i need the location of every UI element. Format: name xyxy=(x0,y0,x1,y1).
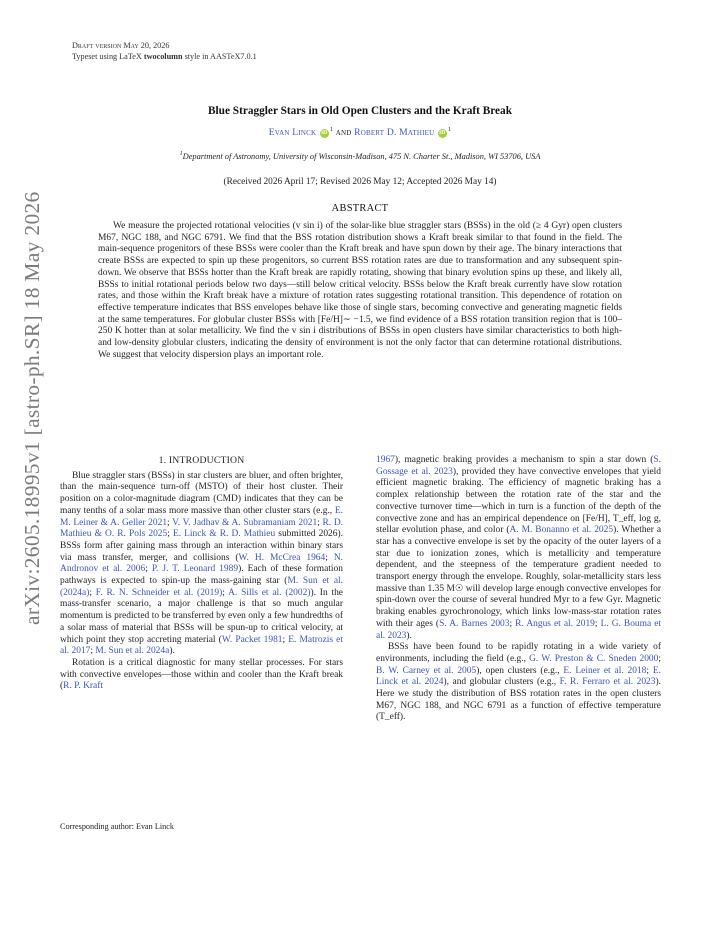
orcid-icon[interactable]: iD xyxy=(321,130,328,136)
citation-link[interactable]: B. W. Carney et al. 2005 xyxy=(376,665,477,676)
paper-title: Blue Straggler Stars in Old Open Clusters and the Kraft Break xyxy=(208,105,512,117)
abstract-heading: ABSTRACT xyxy=(331,203,389,214)
citation-link[interactable]: P. J. T. Leonard 1989 xyxy=(151,564,239,575)
citation-link[interactable]: N. Andronov et al. 2006 xyxy=(60,552,344,575)
corresponding-author-footnote: Corresponding author: Evan Linck xyxy=(60,822,174,831)
citation-link[interactable]: M. Sun et al. (2024a) xyxy=(60,576,344,598)
paragraph: Blue straggler stars (BSSs) in star clusters are bluer, and often brighter, than the main-sequence turn-off (MSTO) of their host cluster. Their position on a color-magnitude diagram (CMD) indicates that they can be many tenths of a solar mass more massive than other cluster stars (e.g., E. M. Leiner & A. Geller 2021; V. V. Jadhav & A. Subramaniam 2021; R. D. Mathieu & O. R. Pols 2025; E. Linck & R. D. Mathieu submitted 2026). BSSs form after gaining mass through an interaction within binary stars via mass transfer, merger, and collisions (W. H. McCrea 1964; N. Andronov et al. 2006; P. J. T. Leonard 1989). Each of these formation pathways is expected to spin-up the mass-gaining star (M. Sun et al. (2024a); F. R. N. Schneider et al. (2019); A. Sills et al. (2002)). In the mass-transfer scenario, a major challenge is that so much angular momentum is predicted to be transferred by even only a few hundredths of a solar mass of material that BSSs will be spun-up to critical velocity, at which point they stop accreting material (W. Packet 1981; E. Matrozis et al. 2017; M. Sun et al. 2024a). xyxy=(60,470,344,657)
typeset-line: Typeset using LaTeX twocolumn style in AASTeX7.0.1 xyxy=(72,52,257,61)
citation-link[interactable]: E. Matrozis et al. 2017 xyxy=(60,634,343,657)
citation-link[interactable]: E. M. Leiner & A. Geller 2021 xyxy=(60,505,343,528)
section-heading: 1. INTRODUCTION xyxy=(158,455,245,466)
author-link[interactable]: Robert D. Mathieu xyxy=(354,127,435,138)
citation-link[interactable]: E. Linck et al. 2024 xyxy=(376,665,661,688)
citation-link[interactable]: R. P. Kraft xyxy=(63,681,104,692)
citation-link[interactable]: M. Sun et al. 2024a xyxy=(95,646,170,657)
citation-link[interactable]: A. M. Bonanno et al. 2025 xyxy=(509,525,614,536)
arxiv-stamp[interactable]: arXiv:2605.18995v1 [astro-ph.SR] 18 May 2026 xyxy=(20,191,44,625)
citation-link[interactable]: R. Angus et al. 2019 xyxy=(515,618,595,629)
left-column xyxy=(60,455,344,693)
citation-link[interactable]: A. Sills et al. (2002) xyxy=(228,587,311,598)
citation-link[interactable]: F. R. N. Schneider et al. (2019) xyxy=(95,587,223,598)
paragraph: Rotation is a critical diagnostic for many stellar processes. For stars with convective envelopes—those within and cooler than the Kraft break (R. P. Kraft xyxy=(60,657,343,692)
citation-link[interactable]: S. A. Barnes 2003 xyxy=(439,618,510,629)
citation-link[interactable]: S. Gossage et al. 2023 xyxy=(376,455,661,477)
right-column xyxy=(376,455,661,724)
citation-link[interactable]: V. V. Jadhav & A. Subramaniam 2021 xyxy=(172,517,318,528)
paragraph-continued: 1967), magnetic braking provides a mechanism to spin a star down (S. Gossage et al. 2023), provided they have convective envelopes that yield efficient magnetic braking. The efficiency of magnetic braking has a complex relationship between the rotation rate of the star and the convective turnover time—which in turn is a function of the depth of the convective zone and has an empirical dependence on [Fe/H], T_eff, log g, stellar evolution phase, and color (A. M. Bonanno et al. 2025). Whether a star has a convective envelope is set by the opacity of the outer layers of a star due to ionization zones, which is metallicity and temperature dependent, and the steepness of the temperature gradient needed to transport energy through the envelope. Roughly, solar-metallicity stars less massive than 1.35 M☉ will develop large enough convective envelopes for spin-down over the course of several hundred Myr to a few Gyr. Magnetic braking enables gyrochronology, which links low-mass-star rotation rates with their ages (S. A. Barnes 2003; R. Angus et al. 2019; L. G. Bouma et al. 2023). xyxy=(376,455,662,641)
citation-link[interactable]: G. W. Preston & C. Sneden 2000 xyxy=(529,653,659,664)
citation-link[interactable]: R. D. Mathieu & O. R. Pols 2025 xyxy=(60,517,343,540)
abstract-body: We measure the projected rotational velocities (v sin i) of the solar-like blue straggler stars (BSSs) in the old (≥ 4 Gyr) open clusters M67, NGC 188, and NGC 6791. We find that the BSS rotation distribution shows a Kraft break similar to that found in the field. The main-sequence progenitors of these BSSs were cooler than the Kraft break and have spun down by their age. The binary interactions that create BSSs are expected to spin up these progenitors, so current BSS rotation rates are due to transformation and any subsequent spin-down. We observe that BSSs hotter than the Kraft break are rapidly rotating, showing that binary evolution spins up these, and likely all, BSSs to initial rotational periods below two days—still below critical velocity. BSSs below the Kraft break currently have slow rotation rates, and those within the Kraft break have a mixture of rotation rates suggesting rotational transition. This dependence of rotation on effective temperature indicates that BSS envelopes behave like those of single stars, becoming convective and generating magnetic fields at the same temperatures. For globular cluster BSSs with [Fe/H]∼ −1.5, we find evidence of a BSS rotation transition region that is 100–250 K hotter than at solar metallicity. We find the v sin i distributions of BSSs in open clusters have similar characteristics to both high- and low-density globular clusters, indicating the density of environment is not the only factor that can determine rotational distributions. We suggest that velocity dispersion plays an important role. xyxy=(98,221,622,360)
orcid-icon[interactable]: iD xyxy=(439,130,446,136)
paragraph: BSSs have been found to be rapidly rotating in a wide variety of environments, including the field (e.g., G. W. Preston & C. Sneden 2000; B. W. Carney et al. 2005), open clusters (e.g., E. Leiner et al. 2018; E. Linck et al. 2024), and globular clusters (e.g., F. R. Ferraro et al. 2023). Here we study the distribution of BSS rotation rates in the open clusters M67, NGC 188, and NGC 6791 as a function of effective temperature (T_eff). xyxy=(376,642,661,723)
citation-link[interactable]: E. Leiner et al. 2018 xyxy=(563,665,647,676)
draft-version-line: Draft version May 20, 2026 xyxy=(72,41,170,50)
received-dates: (Received 2026 April 17; Revised 2026 May 12; Accepted 2026 May 14) xyxy=(223,177,497,187)
citation-link[interactable]: 1967 xyxy=(376,455,395,465)
citation-link[interactable]: L. G. Bouma et al. 2023 xyxy=(376,618,662,641)
citation-link[interactable]: W. H. McCrea 1964 xyxy=(238,552,326,563)
affiliation: $^1$Department of Astronomy, University of Wisconsin-Madison, 475 N. Charter St., Madison, WI 53706, USA xyxy=(179,150,541,161)
citation-link[interactable]: F. R. Ferraro et al. 2023 xyxy=(559,677,656,688)
author-link[interactable]: Evan Linck xyxy=(268,127,317,138)
author-list: Evan Linck iD $^1$ and Robert D. Mathieu iD $^1$ xyxy=(268,126,452,138)
citation-link[interactable]: W. Packet 1981 xyxy=(221,634,283,645)
citation-link[interactable]: E. Linck & R. D. Mathieu xyxy=(172,529,276,540)
